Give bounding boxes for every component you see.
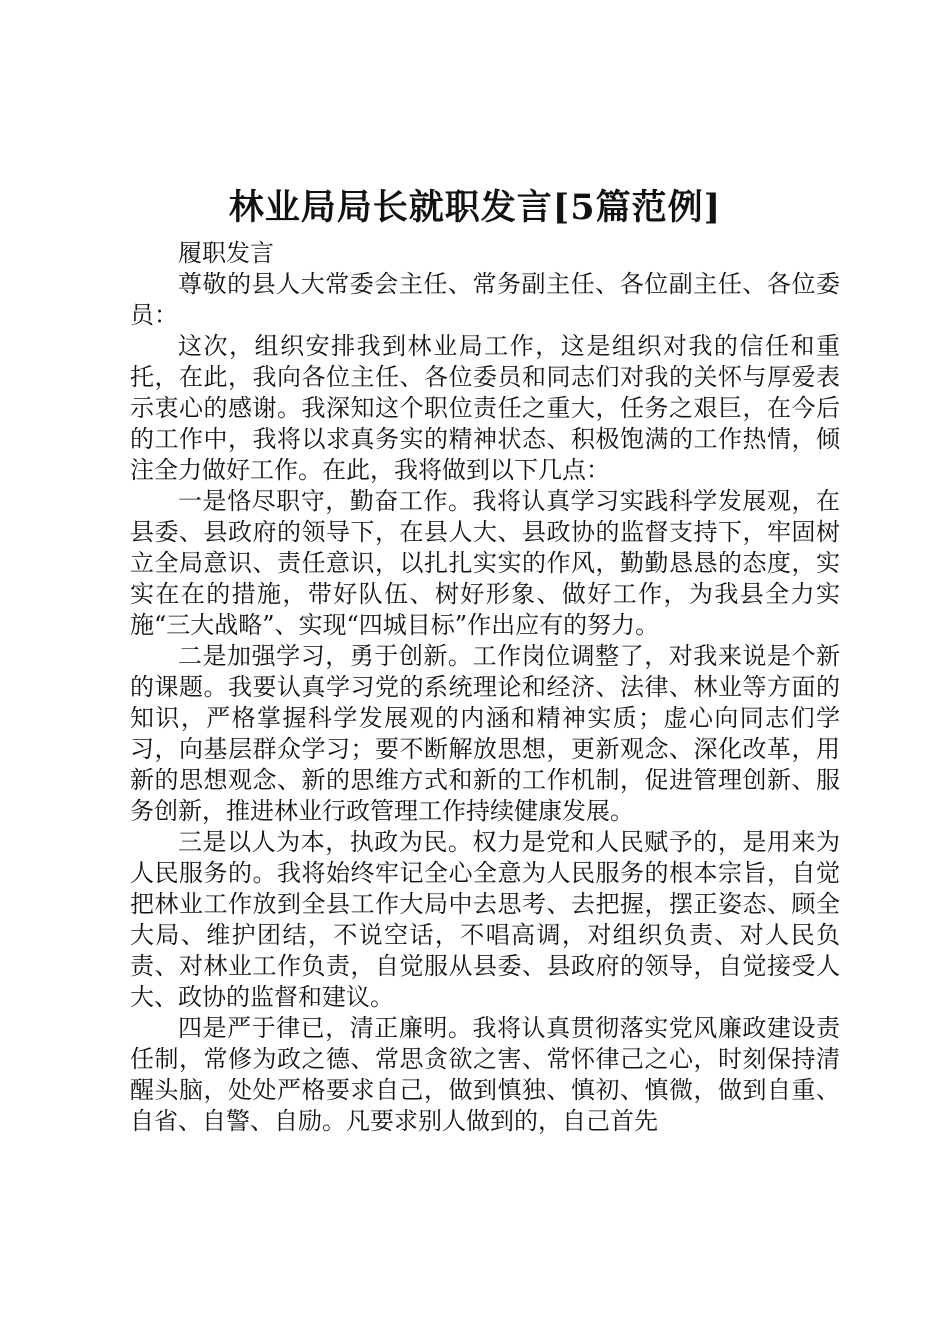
paragraph-salutation: 尊敬的县人大常委会主任、常务副主任、各位副主任、各位委员：	[130, 270, 840, 329]
paragraph-point-one: 一是恪尽职守，勤奋工作。我将认真学习实践科学发展观，在县委、县政府的领导下，在县人大、县政协的监督支持下，牢固树立全局意识、责任意识，以扎扎实实的作风，勤勤恳恳的态度，实实在在的措施，带好队伍、树好形象、做好工作，为我县全力实施“三大战略”、实现“四城目标”作出应有的努力。	[130, 487, 840, 639]
paragraph-intro: 这次，组织安排我到林业局工作，这是组织对我的信任和重托，在此，我向各位主任、各位委员和同志们对我的关怀与厚爱表示衷心的感谢。我深知这个职位责任之重大，任务之艰巨，在今后的工作中，我将以求真务实的精神状态、积极饱满的工作热情，倾注全力做好工作。在此，我将做到以下几点：	[130, 332, 840, 484]
paragraph-point-four: 四是严于律已，清正廉明。我将认真贯彻落实党风廉政建设责任制，常修为政之德、常思贪欲之害、常怀律己之心，时刻保持清醒头脑，处处严格要求自己，做到慎独、慎初、慎微，做到自重、自省、自警、自励。凡要求别人做到的，自己首先	[130, 1014, 840, 1135]
document-body	[130, 238, 840, 1137]
paragraph-point-two: 二是加强学习，勇于创新。工作岗位调整了，对我来说是个新的课题。我要认真学习党的系统理论和经济、法律、林业等方面的知识，严格掌握科学发展观的内涵和精神实质；虚心向同志们学习，向基层群众学习；要不断解放思想，更新观念、深化改革，用新的思想观念、新的思维方式和新的工作机制，促进管理创新、服务创新，推进林业行政管理工作持续健康发展。	[130, 642, 840, 825]
document-title: 林业局局长就职发言[5篇范例]	[228, 187, 722, 228]
paragraph-point-three: 三是以人为本，执政为民。权力是党和人民赋予的，是用来为人民服务的。我将始终牢记全心全意为人民服务的根本宗旨，自觉把林业工作放到全县工作大局中去思考、去把握，摆正姿态、顾全大局、维护团结，不说空话，不唱高调，对组织负责、对人民负责、对林业工作负责，自觉服从县委、县政府的领导，自觉接受人大、政协的监督和建议。	[130, 828, 840, 1011]
paragraph-heading: 履职发言	[178, 239, 274, 267]
